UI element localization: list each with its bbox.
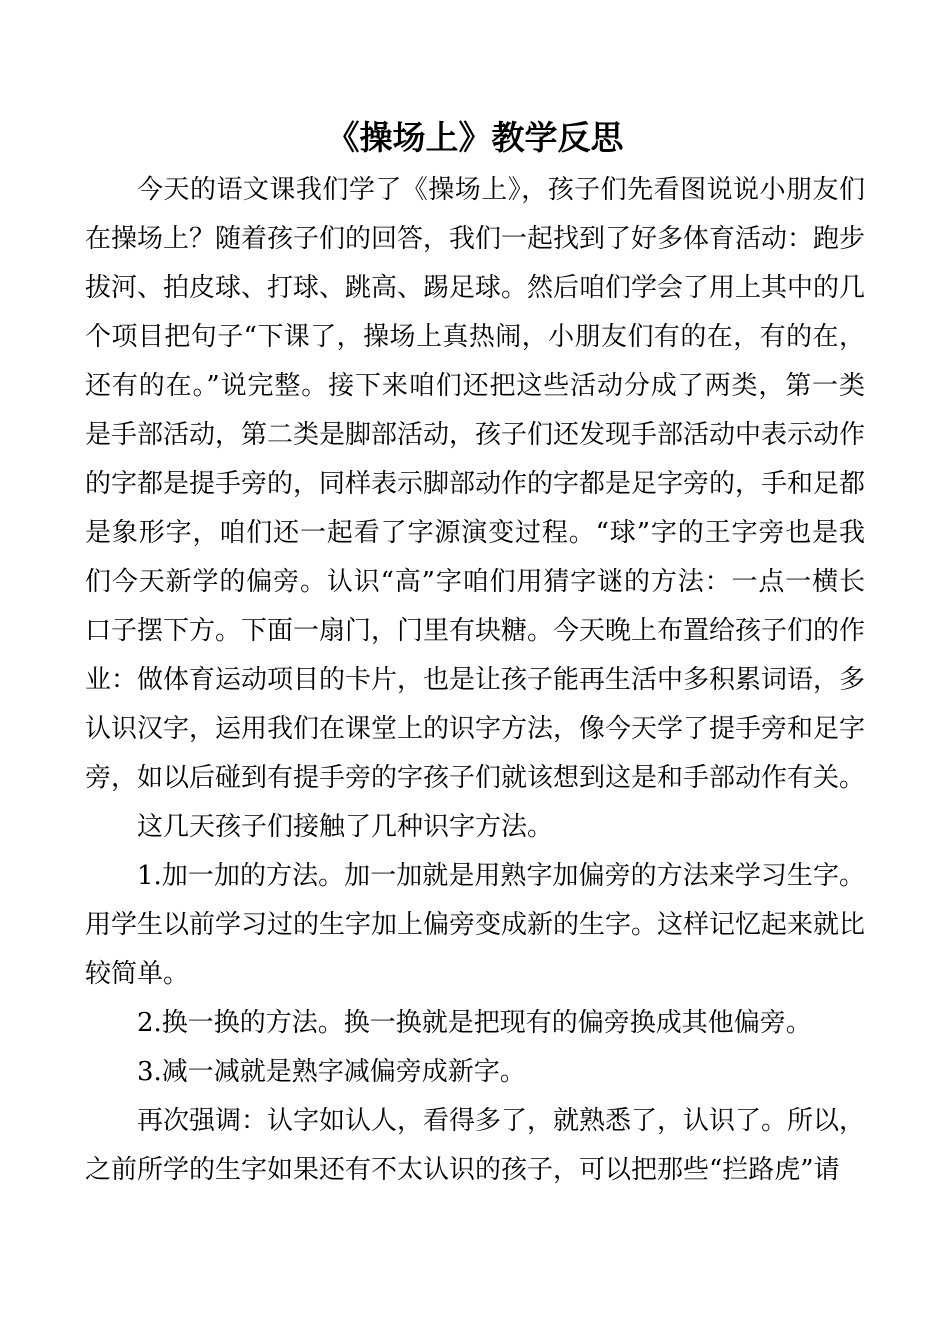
paragraph: 1.加一加的方法。加一加就是用熟字加偏旁的方法来学习生字。用学生以前学习过的生字加上偏旁变成新的生字。这样记忆起来就比较简单。 xyxy=(85,861,866,989)
paragraph: 3.减一减就是熟字减偏旁成新字。 xyxy=(137,1057,526,1087)
paragraph: 再次强调：认字如认人，看得多了，就熟悉了，认识了。所以，之前所学的生字如果还有不太认识的孩子，可以把那些“拦路虎”请 xyxy=(85,1106,866,1185)
paragraph: 这几天孩子们接触了几种识字方法。 xyxy=(137,812,554,842)
paragraph: 今天的语文课我们学了《操场上》，孩子们先看图说说小朋友们在操场上？随着孩子们的回答，我们一起找到了好多体育活动：跑步拔河、拍皮球、打球、跳高、踢足球。然后咱们学会了用上其中的几个项目把句子“下课了，操场上真热闹，小朋友们有的在，有的在，还有的在。”说完整。接下来咱们还把这些活动分成了两类，第一类是手部活动，第二类是脚部活动，孩子们还发现手部活动中表示动作的字都是提手旁的，同样表示脚部动作的字都是足字旁的，手和足都是象形字，咱们还一起看了字源演变过程。“球”字的王字旁也是我们今天新学的偏旁。认识“高”字咱们用猜字谜的方法：一点一横长口子摆下方。下面一扇门，门里有块糖。今天晚上布置给孩子们的作业：做体育运动项目的卡片，也是让孩子能再生活中多积累词语，多认识汉字，运用我们在课堂上的识字方法，像今天学了提手旁和足字旁，如以后碰到有提手旁的字孩子们就该想到这是和手部动作有关。 xyxy=(85,175,866,793)
document-body xyxy=(85,166,865,1195)
paragraph: 2.换一换的方法。换一换就是把现有的偏旁换成其他偏旁。 xyxy=(137,1008,812,1038)
document-content xyxy=(0,116,950,1195)
page-title: 《操场上》教学反思 xyxy=(326,118,624,157)
